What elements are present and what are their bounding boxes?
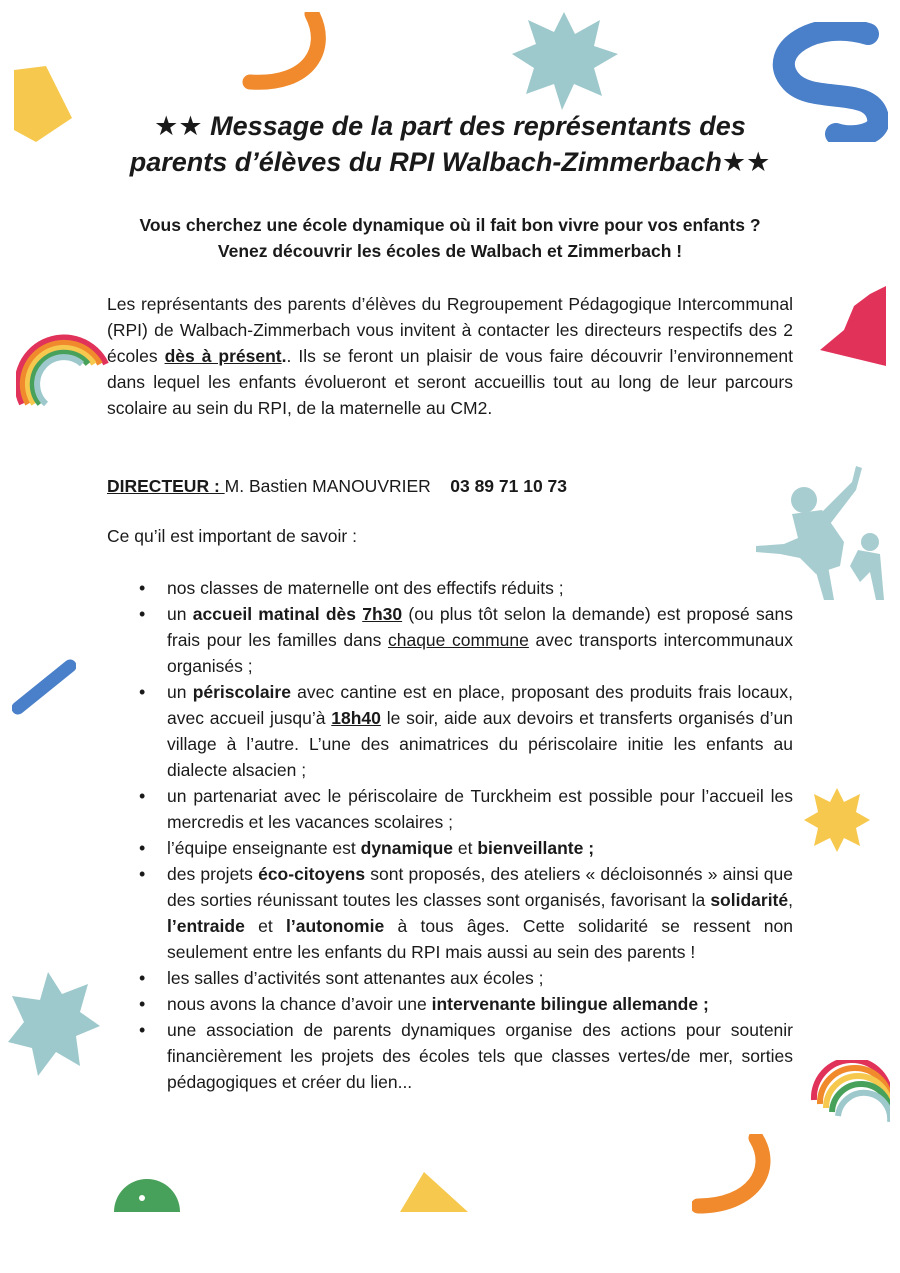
list-item: • les salles d’activités sont attenantes aux écoles ; xyxy=(167,965,793,991)
orange-arc-bottom xyxy=(692,1134,782,1214)
page-title xyxy=(70,108,830,180)
yellow-star-right xyxy=(804,788,870,852)
director-phone: 03 89 71 10 73 xyxy=(450,476,568,496)
title-line-2: parents d’élèves du RPI Walbach-Zimmerbach★★ xyxy=(129,147,771,177)
director-name: M. Bastien MANOUVRIER xyxy=(224,476,431,496)
list-item: • un accueil matinal dès 7h30 (ou plus tôt selon la demande) est proposé sans frais pour les familles dans chaque commune avec transports intercommunaux organisés ; xyxy=(167,601,793,679)
pink-shape-right xyxy=(820,286,886,368)
yellow-shape-top-left xyxy=(14,66,74,146)
director-label: DIRECTEUR : xyxy=(107,476,225,496)
intro-highlight: dès à présent xyxy=(164,346,282,366)
info-list xyxy=(107,575,793,1095)
orange-arc-top xyxy=(240,12,335,94)
list-item: • un périscolaire avec cantine est en place, proposant des produits frais locaux, avec accueil jusqu’à 18h40 le soir, aide aux devoirs et transferts organisés d’un village à l’autre. L’une des animatrices du périscolaire initie les enfants au dialecte alsacien ; xyxy=(167,679,793,783)
subtitle-line-1: Vous cherchez une école dynamique où il fait bon vivre pour vos enfants ? xyxy=(139,215,761,235)
list-item: • nous avons la chance d’avoir une intervenante bilingue allemande ; xyxy=(167,991,793,1017)
teal-star-bottom-left xyxy=(8,972,100,1076)
intro-text-1: Les représentants des parents d’élèves du Regroupement Pédagogique Intercommunal (RPI) de Walbach-Zimmerbach vous invitent à contacter les directeurs respectifs des 2 écoles xyxy=(107,294,793,366)
important-heading: Ce qu’il est important de savoir : xyxy=(107,526,357,546)
intro-text-2: . Ils se feront un plaisir de vous faire découvrir l’environnement dans lequel les enfants évolueront et seront accueillis tout au long de leur parcours scolaire au sein du RPI, de la maternelle au CM2. xyxy=(107,346,793,418)
list-item: • des projets éco-citoyens sont proposés, des ateliers « décloisonnés » ainsi que des sorties réunissant toutes les classes sont organisés, favorisant la solidarité, l’entraide et l’autonomie à tous âges. Cette solidarité se ressent non seulement entre les enfants du RPI mais aussi au sein des parents ! xyxy=(167,861,793,965)
list-item: • l’équipe enseignante est dynamique et bienveillante ; xyxy=(167,835,793,861)
subtitle xyxy=(100,212,800,264)
rainbow-right xyxy=(810,1060,890,1130)
title-line-1: ★★ Message de la part des représentants des xyxy=(154,111,746,141)
director-line xyxy=(107,473,793,499)
subtitle-line-2: Venez découvrir les écoles de Walbach et Zimmerbach ! xyxy=(217,241,683,261)
teal-star-top xyxy=(512,12,620,112)
yellow-triangle xyxy=(400,1172,468,1212)
green-semicircle xyxy=(112,1168,182,1212)
rainbow-left xyxy=(16,322,112,406)
list-item: • nos classes de maternelle ont des effectifs réduits ; xyxy=(167,575,793,601)
blue-stroke-left xyxy=(12,658,76,718)
list-item: • un partenariat avec le périscolaire de Turckheim est possible pour l’accueil les mercredis et les vacances scolaires ; xyxy=(167,783,793,835)
intro-paragraph: Les représentants des parents d’élèves du Regroupement Pédagogique Intercommunal (RPI) de Walbach-Zimmerbach vous invitent à contacter les directeurs respectifs des 2 écoles dès à présent.. Ils se feront un plaisir de vous faire découvrir l’environnement dans lequel les enfants évolueront et seront accueillis tout au long de leur parcours scolaire au sein du RPI, de la maternelle au CM2. xyxy=(107,294,793,418)
list-item: • une association de parents dynamiques organise des actions pour soutenir financièrement les projets des écoles tels que classes vertes/de mer, sorties pédagogiques et créer du lien... xyxy=(167,1017,793,1095)
